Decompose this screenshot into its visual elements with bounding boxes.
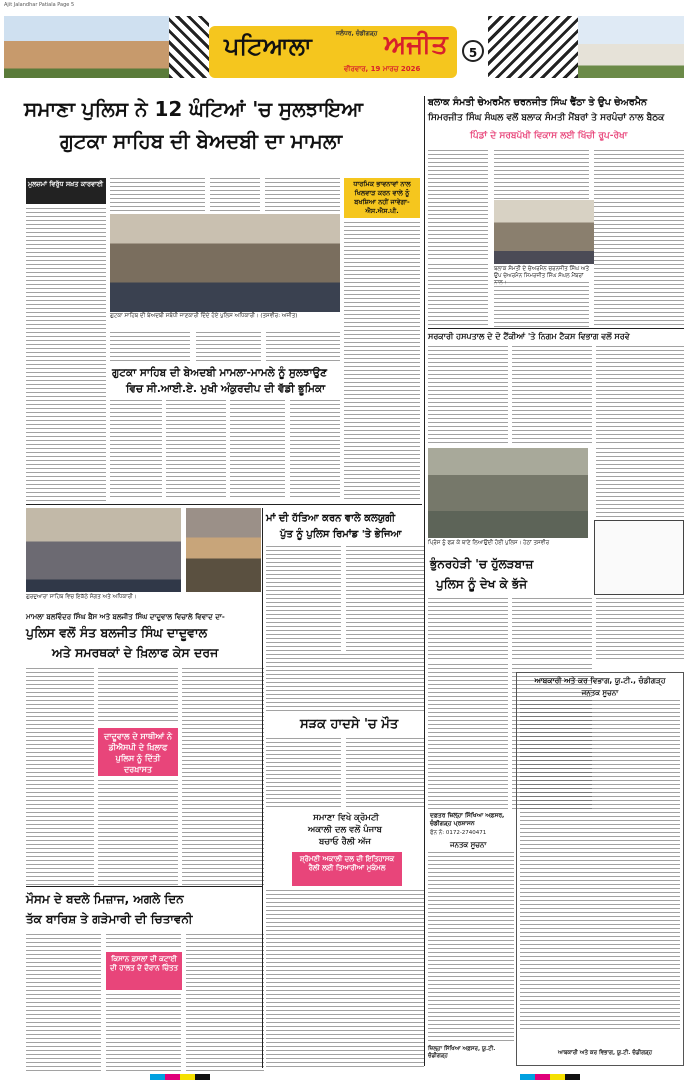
bhunarheri-text-4 — [428, 664, 508, 809]
lead-kicker-box: ਮੁਲਜ਼ਮਾਂ ਵਿਰੁੱਧ ਸਖ਼ਤ ਕਾਰਵਾਈ — [26, 178, 106, 204]
row-rule-2 — [428, 328, 684, 329]
bhunarheri-text-2 — [512, 598, 592, 660]
subhead-text-a — [110, 400, 162, 500]
lead-continue-text-a — [110, 332, 190, 362]
fort-building-image-right — [578, 16, 684, 78]
lead-sidebar-box: ਧਾਰਮਿਕ ਭਾਵਨਾਵਾਂ ਨਾਲ ਖਿਲਵਾੜ ਕਰਨ ਵਾਲੇ ਨੂੰ ਬਖਸ਼ਿਆ ਨਹੀਂ ਜਾਵੇਗਾ-ਐਸ.ਐਸ.ਪੀ. — [344, 178, 420, 218]
samana-pink-box: ਸ਼੍ਰੋਮਣੀ ਅਕਾਲੀ ਦਲ ਦੀ ਇਤਿਹਾਸਕ ਰੈਲੀ ਲਈ ਤਿਆਰੀਆਂ ਮੁਕੰਮਲ — [292, 852, 402, 886]
lead-headline-1: ਸਮਾਣਾ ਪੁਲਿਸ ਨੇ 12 ਘੰਟਿਆਂ 'ਚ ਸੁਲਝਾਇਆ — [24, 97, 364, 121]
hospital-text-4 — [596, 448, 684, 518]
hospital-headline: ਸਰਕਾਰੀ ਹਸਪਤਾਲ ਦੇ ਦੋ ਟੈਂਕੀਆਂ 'ਤੇ ਨਿਗਮ ਟੈਕਸ ਵਿਭਾਗ ਵਲੋਂ ਸਰਵੇ — [428, 332, 630, 341]
case-kicker: ਮਾਮਲਾ ਬਲਵਿੰਦਰ ਸਿੰਘ ਬੈਂਸ ਅਤੇ ਬਲਜੀਤ ਸਿੰਘ ਦਾਦੂਵਾਲ ਵਿਚਾਲੇ ਵਿਵਾਦ ਦਾ- — [26, 613, 225, 621]
hospital-text-1 — [428, 346, 508, 446]
case-pink-box: ਦਾਦੂਵਾਲ ਦੇ ਸਾਥੀਆਂ ਨੇ ਡੀਐਸਪੀ ਦੇ ਖ਼ਿਲਾਫ ਪੁਲਿਸ ਨੂੰ ਦਿੱਤੀ ਦਰਖ਼ਾਸਤ — [98, 728, 178, 776]
bhunarheri-headline-1: ਭੁੰਨਰਹੇੜੀ 'ਚ ਹੁੱਲੜਬਾਜ਼ — [430, 557, 534, 571]
lead-story-text-col2 — [110, 178, 205, 213]
samana-text — [266, 890, 424, 1070]
hospital-photo-caption: ਪ੍ਰਿੰਸ ਨੂੰ ਫੜ ਕੇ ਥਾਣੇ ਲਿਆਉਂਦੀ ਹੋਈ ਪੁਲਿਸ। ਹੇਠਾਂ ਤਸਵੀਰ — [428, 540, 550, 546]
printline: Ajit Jalandhar Patiala Page 5 — [4, 2, 75, 8]
weather-headline-1: ਮੌਸਮ ਦੇ ਬਦਲੇ ਮਿਜ਼ਾਜ, ਅਗਲੇ ਦਿਨ — [26, 892, 184, 906]
mother-headline-1: ਮਾਂ ਦੀ ਹੱਤਿਆ ਕਰਨ ਵਾਲੇ ਕਲਯੁਗੀ — [266, 513, 396, 524]
tender-phone: ਫੋਨ ਨੰ: 0172-2740471 — [430, 830, 487, 836]
samana-headline-2: ਅਕਾਲੀ ਦਲ ਵਲੋਂ ਪੰਜਾਬ — [308, 825, 382, 835]
case-text-4 — [182, 668, 264, 888]
dadoowal-photo — [26, 508, 181, 592]
column-rule-1 — [424, 96, 425, 1066]
weather-text-2 — [106, 934, 181, 948]
right-headline-1: ਬਲਾਕ ਸੰਮਤੀ ਚੇਅਰਮੈਨ ਚਰਨਜੀਤ ਸਿੰਘ ਢੈਂਠਾ ਤੇ ਉਪ ਚੇਅਰਮੈਨ — [428, 97, 647, 108]
mother-text-3 — [266, 654, 424, 714]
mother-text-2 — [346, 546, 424, 651]
mother-headline-2: ਪੁੱਤ ਨੂੰ ਪੁਲਿਸ ਰਿਮਾਂਡ 'ਤੇ ਭੇਜਿਆ — [280, 529, 402, 540]
brand-logo: ਅਜੀਤ — [384, 30, 448, 60]
right-top-text-5 — [428, 264, 488, 327]
right-headline-2: ਸਿਮਰਜੀਤ ਸਿੰਘ ਸੰਘਲ ਵਲੋਂ ਬਲਾਕ ਸੰਮਤੀ ਮੈਂਬਰਾਂ ਤੇ ਸਰਪੰਚਾਂ ਨਾਲ ਬੈਠਕ — [428, 113, 665, 123]
right-meeting-photo — [494, 200, 594, 264]
lead-headline-2: ਗੁਟਕਾ ਸਾਹਿਬ ਦੀ ਬੇਅਦਬੀ ਦਾ ਮਾਮਲਾ — [60, 129, 343, 153]
date-line: ਵੀਰਵਾਰ, 19 ਮਾਰਚ 2026 — [344, 65, 421, 73]
hospital-text-3 — [596, 346, 684, 446]
excise-footer: ਆਬਕਾਰੀ ਅਤੇ ਕਰ ਵਿਭਾਗ, ਯੂ.ਟੀ. ਚੰਡੀਗੜ੍ਹ — [558, 1050, 652, 1056]
registration-color-bar — [150, 1074, 210, 1080]
bhunarheri-headline-2: ਪੁਲਿਸ ਨੂੰ ਦੇਖ ਕੇ ਭੱਜੇ — [436, 577, 528, 591]
excise-border — [516, 672, 684, 1066]
accident-text-2 — [346, 738, 424, 808]
right-kicker: ਪਿੰਡਾਂ ਦੇ ਸਰਬਪੱਖੀ ਵਿਕਾਸ ਲਈ ਖਿੱਚੀ ਰੂਪ-ਰੇਖਾ — [470, 131, 628, 141]
tender-kicker: ਜਨਤਕ ਸੂਚਨਾ — [450, 841, 487, 849]
dadoowal-photo-caption: ਗੁਰਦੁਆਰਾ ਸਾਹਿਬ ਵਿਚ ਇਕੱਠੇ ਸੰਗਤ ਅਤੇ ਅਧਿਕਾਰੀ। — [26, 594, 137, 600]
weather-pink-box: ਕਿਸਾਨ ਫ਼ਸਲਾਂ ਦੀ ਕਟਾਈ ਦੀ ਹਾਲਤ ਦੇ ਦੌਰਾਨ ਚਿੰਤਤ — [106, 952, 182, 990]
mandala-pattern-left — [169, 16, 209, 78]
accident-headline: ਸੜਕ ਹਾਦਸੇ 'ਚ ਮੌਤ — [300, 717, 399, 732]
excise-kicker: ਜਨਤਕ ਸੂਚਨਾ — [581, 689, 619, 697]
lead-sidebar-text — [344, 222, 420, 502]
case-headline-1: ਪੁਲਿਸ ਵਲੋਂ ਸੰਤ ਬਲਜੀਤ ਸਿੰਘ ਦਾਦੂਵਾਲ — [26, 625, 208, 640]
lead-story-text-col1 — [26, 208, 106, 504]
heritage-building-image-left — [4, 16, 169, 78]
right-top-text-1 — [428, 150, 488, 260]
samana-headline-3: ਬਚਾਓ ਰੈਲੀ ਅੱਜ — [319, 837, 371, 847]
right-photo-caption: ਬਲਾਕ ਸੰਮਤੀ ਦੇ ਚੇਅਰਮੈਨ ਚਰਨਜੀਤ ਸਿੰਘ ਅਤੇ ਉਪ ਚੇਅਰਮੈਨ ਸਿਮਰਜੀਤ ਸਿੰਘ ਸੰਘਲ ਮੈਂਬਰਾਂ — [494, 266, 590, 279]
accident-text-1 — [266, 738, 341, 808]
weather-text-3 — [106, 994, 181, 1074]
right-top-text-6 — [494, 282, 589, 327]
lead-photo-caption: ਗੁਟਕਾ ਸਾਹਿਬ ਦੀ ਬੇਅਦਬੀ ਸਬੰਧੀ ਜਾਣਕਾਰੀ ਦਿੰਦੇ ਹੋਏ ਪੁਲਿਸ ਅਧਿਕਾਰੀ। (ਤਸਵੀਰ: ਅਜੀਤ) — [110, 313, 298, 319]
column-rule-2 — [262, 508, 263, 1068]
case-text-3 — [98, 780, 178, 888]
case-text-1 — [26, 668, 94, 888]
lead-story-text-col3 — [210, 178, 260, 213]
hospital-text-2 — [512, 346, 592, 446]
lead-subhead-1: ਗੁਟਕਾ ਸਾਹਿਬ ਦੀ ਬੇਅਦਬੀ ਮਾਮਲਾ-ਮਾਮਲੇ ਨੂੰ ਸੁਲਝਾਉਣ — [112, 367, 328, 379]
tender-footer: ਜ਼ਿਲ੍ਹਾ ਸਿੱਖਿਆ ਅਫ਼ਸਰ, ਯੂ.ਟੀ. ਚੰਡੀਗੜ੍ਹ — [428, 1046, 496, 1059]
tender-text — [428, 852, 514, 1042]
row-rule-3 — [26, 886, 262, 887]
case-headline-2: ਅਤੇ ਸਮਰਥਕਾਂ ਦੇ ਖ਼ਿਲਾਫ ਕੇਸ ਦਰਜ — [52, 645, 219, 660]
mandala-pattern-right — [488, 16, 578, 78]
mother-text-1 — [266, 546, 341, 651]
right-top-text-3 — [594, 150, 684, 210]
tender-title: ਦਫ਼ਤਰ ਜ਼ਿਲ੍ਹਾ ਸਿੱਖਿਆ ਅਫ਼ਸਰ, ਚੰਡੀਗੜ੍ਹ ਪ੍ਰਸ਼ਾਸਨ — [430, 812, 505, 827]
right-top-text-4 — [594, 212, 684, 327]
bhunarheri-text-1 — [428, 598, 508, 660]
subhead-text-d — [290, 400, 340, 500]
excise-title: ਆਬਕਾਰੀ ਅਤੇ ਕਰ ਵਿਭਾਗ, ਯੂ.ਟੀ., ਚੰਡੀਗੜ੍ਹ — [534, 676, 666, 685]
masthead — [4, 12, 684, 84]
lead-continue-text-c — [266, 332, 340, 362]
subhead-text-c — [230, 400, 285, 500]
brand-tagline: ਜਲੰਧਰ, ਚੰਡੀਗੜ੍ਹ — [336, 30, 378, 37]
section-title: ਪਟਿਆਲਾ — [224, 32, 312, 60]
page-number: 5 — [468, 46, 478, 60]
subhead-text-b — [166, 400, 226, 500]
lead-story-text-col4 — [265, 178, 340, 213]
registration-color-bar-right — [520, 1074, 580, 1080]
weather-text-1 — [26, 934, 101, 1074]
bhunarheri-text-3 — [596, 598, 684, 660]
small-ad-box — [594, 520, 684, 595]
hospital-photo — [428, 448, 588, 538]
case-text-2 — [98, 668, 178, 724]
weather-headline-2: ਤੱਕ ਬਾਰਿਸ਼ ਤੇ ਗੜੇਮਾਰੀ ਦੀ ਚਿਤਾਵਨੀ — [26, 912, 193, 926]
lead-subhead-2: ਵਿਚ ਸੀ.ਆਈ.ਏ. ਮੁਖੀ ਅੰਕੁਰਦੀਪ ਦੀ ਵੱਡੀ ਭੂਮਿਕਾ — [126, 383, 326, 395]
samana-headline-1: ਸਮਾਣਾ ਵਿਖੇ ਕ੍ਰੋਮਟੀ — [313, 813, 379, 823]
page-number-badge — [462, 40, 484, 62]
officer-portrait-photo — [186, 508, 261, 592]
weather-text-4 — [186, 934, 264, 1074]
lead-continue-text-b — [196, 332, 261, 362]
lead-photo-police — [110, 214, 340, 312]
row-rule-1 — [26, 504, 422, 505]
